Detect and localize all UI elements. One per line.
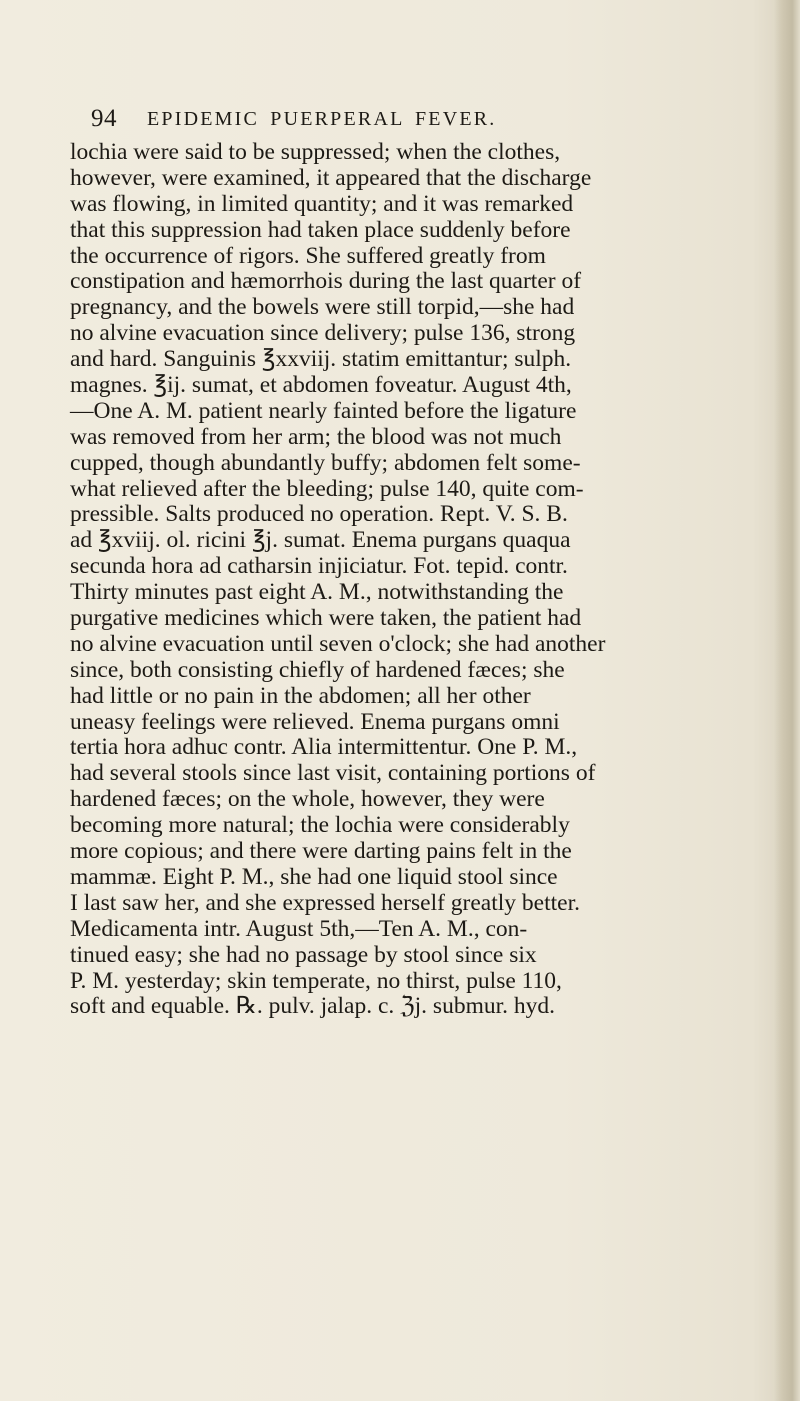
text-line: since, both consisting chiefly of hardened fæces; she bbox=[70, 656, 565, 683]
text-line: no alvine evacuation until seven o'clock; she had another bbox=[70, 630, 606, 657]
text-line: hardened fæces; on the whole, however, they were bbox=[70, 786, 545, 813]
text-line: pregnancy, and the bowels were still torpid,—she had bbox=[70, 294, 575, 321]
text-line: I last saw her, and she expressed herself greatly better. bbox=[70, 889, 580, 916]
text-line: mammæ. Eight P. M., she had one liquid stool since bbox=[70, 863, 558, 890]
text-line: pressible. Salts produced no operation. Rept. V. S. B. bbox=[70, 501, 568, 528]
text-line: secunda hora ad catharsin injiciatur. Fot. tepid. contr. bbox=[70, 553, 568, 580]
text-line: was flowing, in limited quantity; and it was remarked bbox=[70, 190, 574, 217]
text-line: the occurrence of rigors. She suffered greatly from bbox=[70, 242, 546, 269]
text-line: soft and equable. ℞. pulv. jalap. c. ℨj. submur. hyd. bbox=[70, 993, 556, 1020]
text-line: uneasy feelings were relieved. Enema purgans omni bbox=[70, 708, 560, 735]
text-line: constipation and hæmorrhois during the last quarter of bbox=[70, 268, 582, 295]
text-line: becoming more natural; the lochia were considerably bbox=[70, 812, 570, 839]
text-line: however, were examined, it appeared that the discharge bbox=[70, 164, 592, 191]
text-line: ad ℥xviij. ol. ricini ℥j. sumat. Enema purgans quaqua bbox=[70, 527, 571, 554]
text-line: no alvine evacuation since delivery; pulse 136, strong bbox=[70, 320, 576, 347]
text-line: and hard. Sanguinis ℥xxviij. statim emittantur; sulph. bbox=[70, 346, 572, 373]
text-line: purgative medicines which were taken, the patient had bbox=[70, 605, 582, 632]
text-line: —One A. M. patient nearly fainted before the ligature bbox=[70, 397, 577, 424]
running-title: EPIDEMIC PUERPERAL FEVER. bbox=[147, 108, 497, 130]
running-head bbox=[91, 105, 731, 135]
text-line: tertia hora adhuc contr. Alia intermittentur. One P. M., bbox=[70, 734, 578, 761]
text-line: magnes. ℥ij. sumat, et abdomen foveatur. August 4th, bbox=[70, 372, 572, 399]
text-line: cupped, though abundantly buffy; abdomen felt some- bbox=[70, 449, 581, 476]
text-line: more copious; and there were darting pains felt in the bbox=[70, 838, 572, 865]
text-line: Thirty minutes past eight A. M., notwithstanding the bbox=[70, 579, 564, 606]
text-line: P. M. yesterday; skin temperate, no thirst, pulse 110, bbox=[70, 967, 562, 994]
text-line: tinued easy; she had no passage by stool since six bbox=[70, 941, 537, 968]
body-text bbox=[70, 140, 770, 1020]
text-line: Medicamenta intr. August 5th,—Ten A. M., con- bbox=[70, 915, 528, 942]
text-line: had little or no pain in the abdomen; all her other bbox=[70, 682, 531, 709]
page-gutter-shadow bbox=[774, 0, 800, 1401]
text-line: had several stools since last visit, containing portions of bbox=[70, 760, 596, 787]
text-line: lochia were said to be suppressed; when the clothes, bbox=[70, 139, 561, 165]
text-line: was removed from her arm; the blood was not much bbox=[70, 423, 562, 450]
text-line: what relieved after the bleeding; pulse 140, quite com- bbox=[70, 475, 584, 502]
page-number: 94 bbox=[91, 105, 117, 132]
text-line: that this suppression had taken place suddenly before bbox=[70, 216, 571, 243]
